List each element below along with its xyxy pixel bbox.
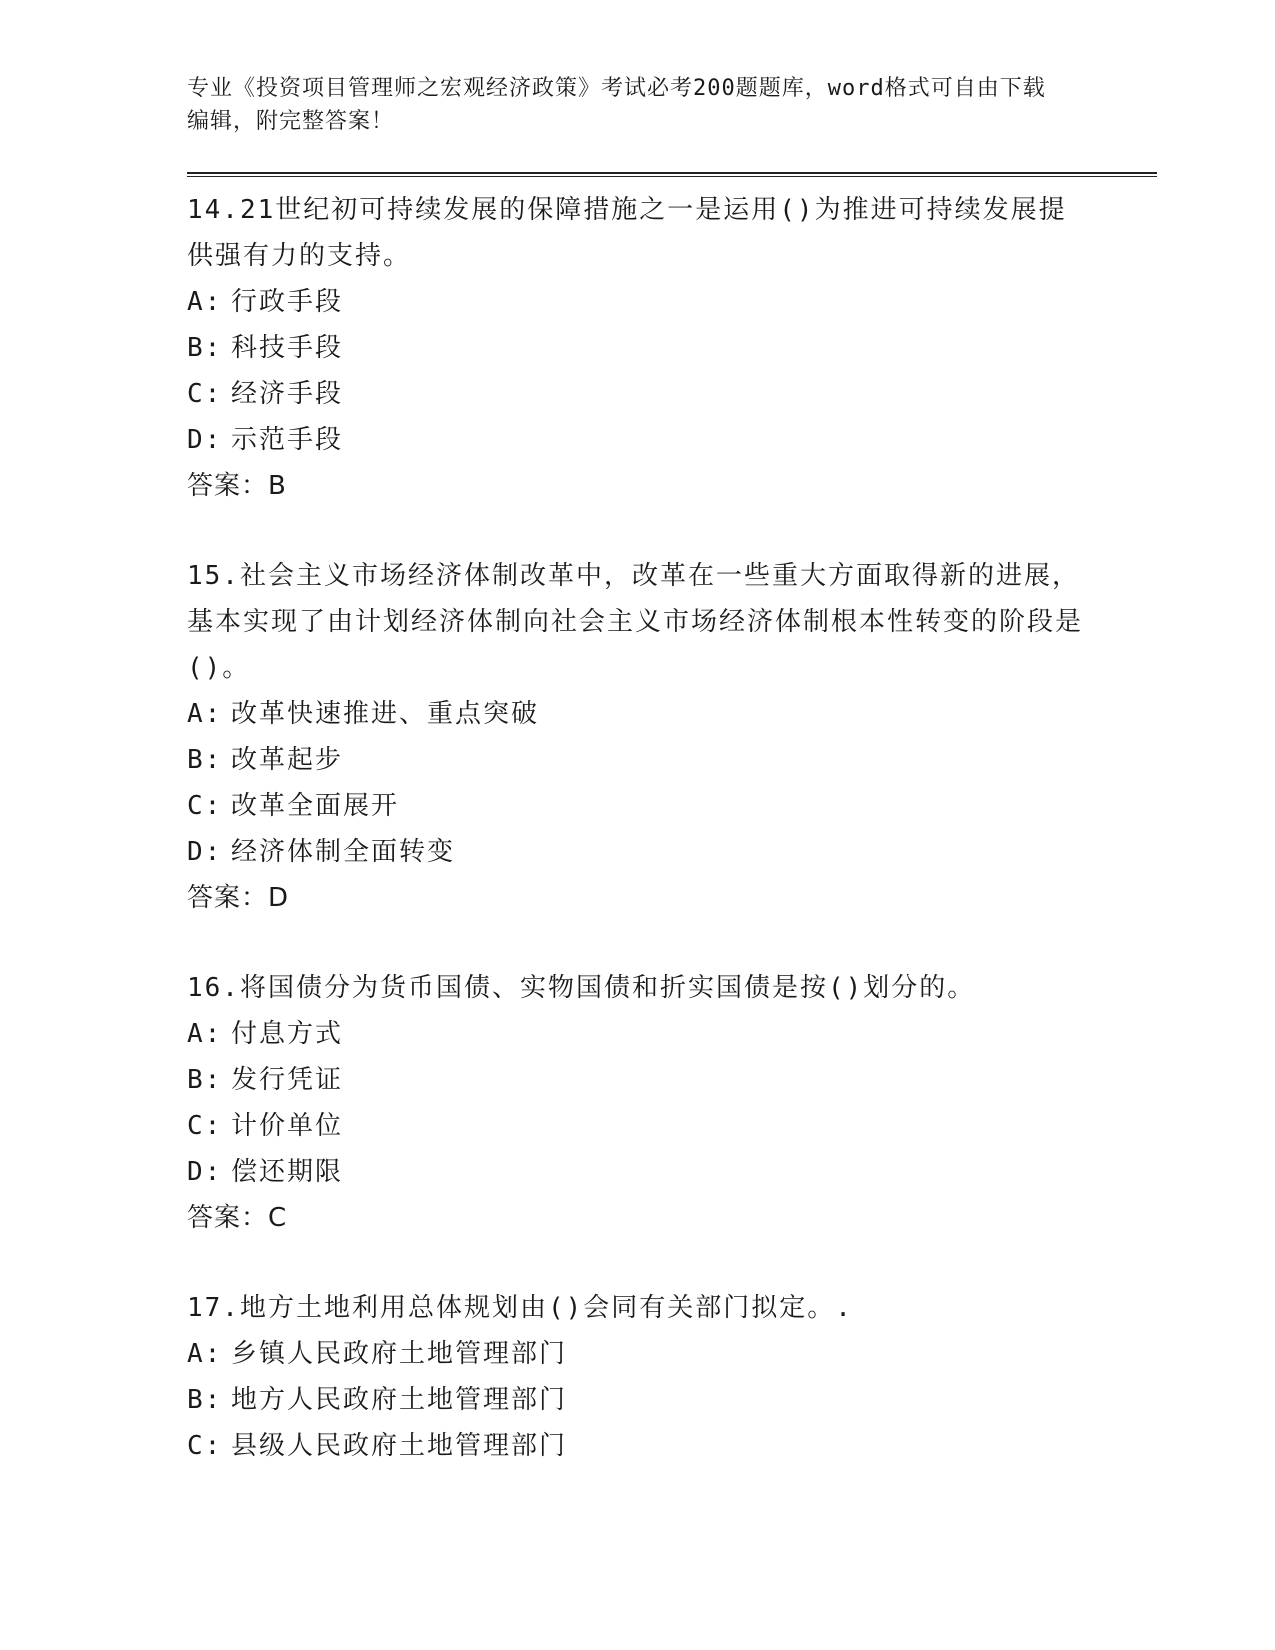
option-text: 发行凭证	[231, 1065, 344, 1095]
question-14	[187, 187, 1157, 509]
option-a	[187, 1011, 1157, 1057]
header-text: 专业《投资项目管理师之宏观经济政策》考试必考200题题库，word格式可自由下载编辑，附完整答案！	[187, 76, 1046, 134]
option-text: 经济手段	[231, 379, 344, 409]
question-text: 16.将国债分为货币国债、实物国债和折实国债是按()划分的。	[187, 973, 976, 1003]
option-a	[187, 279, 1157, 325]
option-letter: D:	[187, 837, 223, 867]
option-text: 计价单位	[231, 1111, 344, 1141]
option-text: 行政手段	[231, 287, 344, 317]
option-d	[187, 1149, 1157, 1195]
question-text: 17.地方土地利用总体规划由()会同有关部门拟定。.	[187, 1293, 853, 1323]
option-letter: A:	[187, 287, 223, 317]
option-letter: A:	[187, 1019, 223, 1049]
option-c	[187, 1103, 1157, 1149]
option-b	[187, 737, 1157, 783]
option-text: 改革起步	[231, 745, 344, 775]
header-divider	[187, 172, 1157, 177]
option-b	[187, 325, 1157, 371]
document-page	[187, 72, 1157, 1469]
option-d	[187, 417, 1157, 463]
option-b	[187, 1057, 1157, 1103]
answer-line: 答案：D	[187, 883, 290, 913]
question-16	[187, 965, 1157, 1241]
option-letter: A:	[187, 1339, 223, 1369]
option-a	[187, 691, 1157, 737]
option-c	[187, 371, 1157, 417]
option-letter: C:	[187, 1111, 223, 1141]
option-c	[187, 783, 1157, 829]
option-letter: C:	[187, 1431, 223, 1461]
option-text: 示范手段	[231, 425, 344, 455]
option-letter: D:	[187, 1157, 223, 1187]
option-letter: A:	[187, 699, 223, 729]
option-letter: C:	[187, 379, 223, 409]
option-text: 县级人民政府土地管理部门	[231, 1431, 568, 1461]
option-letter: B:	[187, 745, 223, 775]
option-text: 付息方式	[231, 1019, 344, 1049]
option-c	[187, 1423, 1157, 1469]
option-a	[187, 1331, 1157, 1377]
option-text: 科技手段	[231, 333, 344, 363]
option-letter: D:	[187, 425, 223, 455]
question-text: 15.社会主义市场经济体制改革中，改革在一些重大方面取得新的进展，基本实现了由计划经济体制向社会主义市场经济体制根本性转变的阶段是()。	[187, 561, 1084, 683]
option-text: 改革快速推进、重点突破	[231, 699, 540, 729]
question-text: 14.21世纪初可持续发展的保障措施之一是运用()为推进可持续发展提供强有力的支持。	[187, 195, 1067, 271]
option-b	[187, 1377, 1157, 1423]
option-letter: B:	[187, 333, 223, 363]
question-15	[187, 553, 1157, 921]
option-text: 偿还期限	[231, 1157, 344, 1187]
option-letter: B:	[187, 1385, 223, 1415]
answer-line: 答案：C	[187, 1203, 288, 1233]
question-17	[187, 1285, 1157, 1469]
option-text: 经济体制全面转变	[231, 837, 456, 867]
option-text: 乡镇人民政府土地管理部门	[231, 1339, 568, 1369]
option-d	[187, 829, 1157, 875]
option-letter: C:	[187, 791, 223, 821]
answer-line: 答案：B	[187, 471, 287, 501]
option-letter: B:	[187, 1065, 223, 1095]
option-text: 地方人民政府土地管理部门	[231, 1385, 568, 1415]
option-text: 改革全面展开	[231, 791, 400, 821]
